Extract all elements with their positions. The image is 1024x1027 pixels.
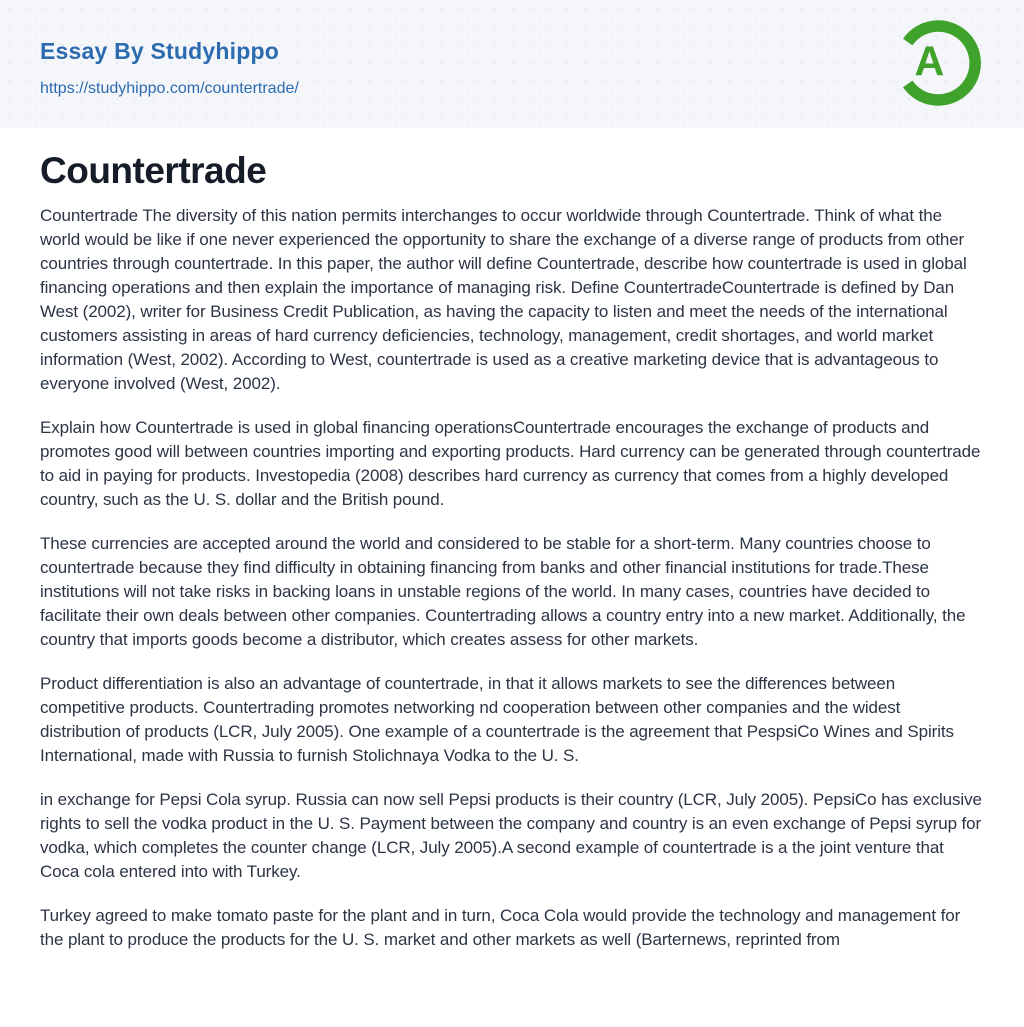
essay-paragraph-3: These currencies are accepted around the world and considered to be stable for a short-term. Many countries choose to countertrade because they find difficulty in obtaining financing from banks and other financial institutions for trade.These institutions will not take risks in backing loans in unstable regions of the world. In many cases, countries have decided to facilitate their own deals between other companies. Countertrading allows a country entry into a new market. Additionally, the country that imports goods become a distributor, which creates assess for other markets. (40, 534, 966, 649)
essay-body (40, 204, 984, 952)
studyhippo-logo (890, 15, 986, 111)
logo-letter: A (914, 38, 945, 85)
essay-paragraph-5: in exchange for Pepsi Cola syrup. Russia can now sell Pepsi products is their country (LCR, July 2005). PepsiCo has exclusive rights to sell the vodka product in the U. S. Payment between the company and country is an even exchange of Pepsi syrup for vodka, which completes the counter change (LCR, July 2005).A second example of countertrade is a the joint venture that Coca cola entered into with Turkey. (40, 790, 982, 881)
essay-paragraph-1: Countertrade The diversity of this nation permits interchanges to occur worldwide through Countertrade. Think of what the world would be like if one never experienced the opportunity to share the exchange of a diverse range of products from other countries through countertrade. In this paper, the author will define Countertrade, describe how countertrade is used in global financing operations and then explain the importance of managing risk. Define CountertradeCountertrade is defined by Dan West (2002), writer for Business Credit Publication, as having the capacity to listen and meet the needs of the international customers assisting in areas of hard currency deficiencies, technology, management, credit shortages, and world market information (West, 2002). According to West, countertrade is used as a creative marketing device that is advantageous to everyone involved (West, 2002). (40, 206, 967, 393)
essay-paragraph-2: Explain how Countertrade is used in global financing operationsCountertrade encourages the exchange of products and promotes good will between countries importing and exporting products. Hard currency can be generated through countertrade to aid in paying for products. Investopedia (2008) describes hard currency as currency that comes from a highly developed country, such as the U. S. dollar and the British pound. (40, 418, 981, 509)
essay-paragraph-4: Product differentiation is also an advantage of countertrade, in that it allows markets to see the differences between competitive products. Countertrading promotes networking nd cooperation between other companies and the widest distribution of products (LCR, July 2005). One example of a countertrade is the agreement that PespsiCo Wines and Spirits International, made with Russia to furnish Stolichnaya Vodka to the U. S. (40, 674, 954, 765)
essay-article (0, 151, 1024, 952)
essay-paragraph-6: Turkey agreed to make tomato paste for the plant and in turn, Coca Cola would provide the technology and management for the plant to produce the products for the U. S. market and other markets as well (Barternews, reprinted from (40, 906, 961, 949)
source-url-link[interactable]: https://studyhippo.com/countertrade/ (40, 80, 299, 97)
logo-ring-icon (890, 15, 986, 111)
site-label: Essay By Studyhippo (40, 38, 279, 64)
essay-title: Countertrade (40, 150, 267, 191)
site-header (0, 0, 1024, 128)
